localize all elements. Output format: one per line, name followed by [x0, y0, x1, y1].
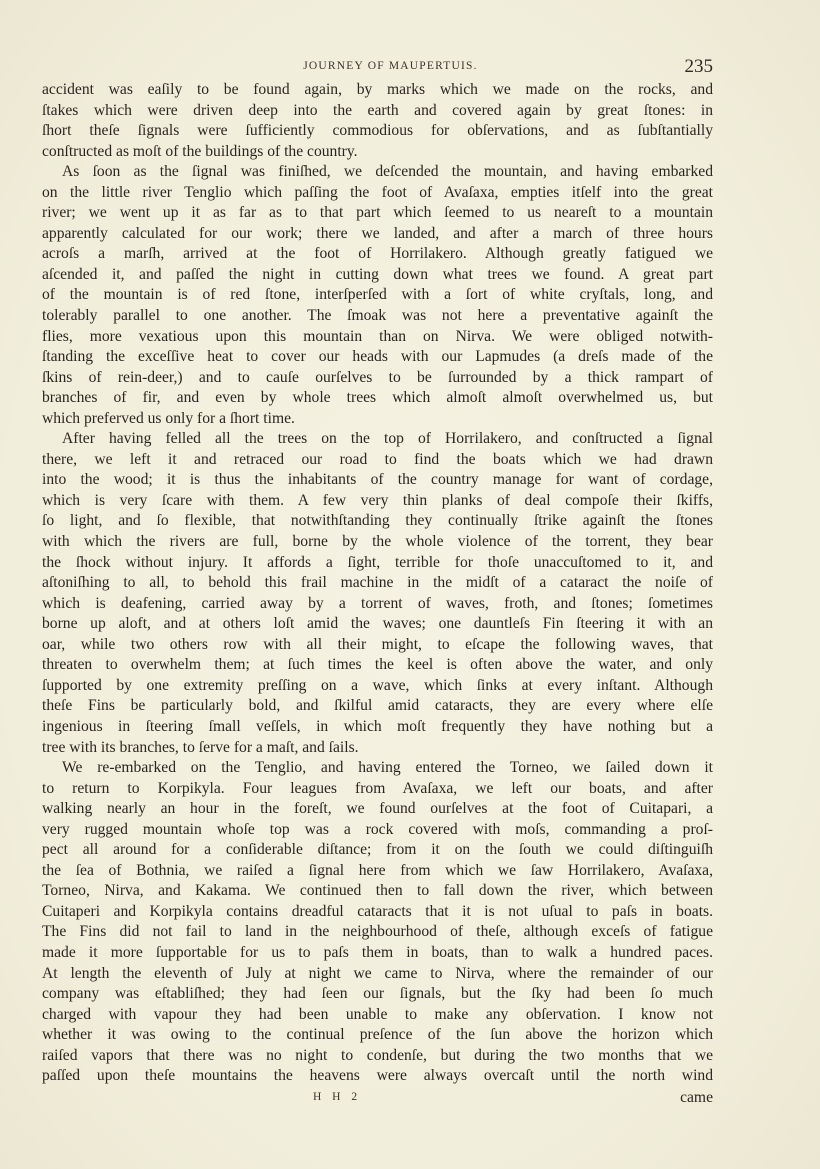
text-line: tolerably parallel to one another. The ſmoak was not here a preventative againſt the: [42, 307, 713, 325]
text-line: pect all around for a conſiderable diſtance; from it on the ſouth we could diſtinguiſh: [42, 841, 713, 859]
paragraph: [42, 429, 713, 758]
text-line: aſtoniſhing to all, to behold this frail machine in the midſt of a cataract the noiſe of: [42, 574, 713, 592]
text-line: apparently calculated for our work; there we landed, and after a march of three hours: [42, 224, 713, 242]
text-line: the ſhock without injury. It affords a ſight, terrible for thoſe unaccuſtomed to it, and: [42, 553, 713, 571]
text-line: ſtakes which were driven deep into the earth and covered again by great ſtones: in: [42, 101, 713, 119]
body-text: [42, 80, 713, 1087]
text-line: accident was eaſily to be found again, by marks which we made on the rocks, and: [42, 81, 713, 98]
book-page: [42, 56, 713, 1111]
text-line: ſo light, and ſo flexible, that notwithſtanding they continually ſtrike againſt the ſtones: [42, 512, 713, 530]
text-line: As ſoon as the ſignal was finiſhed, we deſcended the mountain, and having embarked: [62, 163, 713, 181]
text-line: The Fins did not fail to land in the neighbourhood of theſe, although exceſs of fatigue: [42, 923, 713, 941]
text-line: conſtructed as moſt of the buildings of the country.: [42, 142, 358, 160]
text-line: theſe Fins be particularly bold, and ſkilful amid cataracts, they are every where elſe: [42, 697, 713, 715]
text-line: acroſs a marſh, arrived at the foot of Horrilakero. Although greatly fatigued we: [42, 245, 713, 263]
text-line: paſſed upon theſe mountains the heavens were always overcaſt until the north wind: [42, 1067, 713, 1085]
text-line: with which the rivers are full, borne by the whole violence of the torrent, they bear: [42, 533, 713, 551]
text-line: We re-embarked on the Tenglio, and having entered the Torneo, we ſailed down it: [62, 759, 713, 777]
text-line: branches of fir, and even by whole trees which almoſt almoſt overwhelmed us, but: [42, 389, 713, 407]
text-line: on the little river Tenglio which paſſing the foot of Avaſaxa, empties itſelf into the great: [42, 183, 713, 201]
text-line: ſkins of rein-deer,) and to cauſe ourſelves to be ſurrounded by a thick rampart of: [42, 368, 713, 386]
text-line: oar, while two others row with all their might, to eſcape the following waves, that: [42, 635, 713, 653]
text-line: ingenious in ſteering ſmall veſſels, in which moſt frequently they have nothing but a: [42, 717, 713, 735]
text-line: very rugged mountain whoſe top was a rock covered with moſs, commanding a proſ-: [42, 820, 713, 838]
page-footer: [42, 1089, 713, 1111]
text-line: there, we left it and retraced our road to find the boats which we had drawn: [42, 450, 713, 468]
text-line: At length the eleventh of July at night we came to Nirva, where the remainder of our: [42, 964, 713, 982]
text-line: After having felled all the trees on the top of Horrilakero, and conſtructed a ſignal: [62, 430, 713, 448]
catchword: came: [680, 1088, 713, 1106]
text-line: aſcended it, and paſſed the night in cutting down what trees we found. A great part: [42, 265, 713, 283]
text-line: which is deafening, carried away by a torrent of waves, froth, and ſtones; ſometimes: [42, 594, 713, 612]
text-line: ſhort theſe ſignals were ſufficiently commodious for obſervations, and as ſubſtantially: [42, 122, 713, 140]
text-line: which preferved us only for a ſhort time.: [42, 409, 295, 427]
text-line: which is very ſcare with them. A few very thin planks of deal compoſe their ſkiffs,: [42, 491, 713, 509]
text-line: Torneo, Nirva, and Kakama. We continued then to fall down the river, which between: [42, 882, 713, 900]
running-title: JOURNEY OF MAUPERTUIS.: [303, 60, 478, 72]
text-line: company was eſtabliſhed; they had ſeen our ſignals, but the ſky had been ſo much: [42, 985, 713, 1003]
paragraph: [42, 162, 713, 429]
text-line: of the mountain is of red ſtone, interſperſed with a ſort of white cryſtals, long, and: [42, 286, 713, 304]
text-line: the ſea of Bothnia, we raiſed a ſignal here from which we ſaw Horrilakero, Avaſaxa,: [42, 861, 713, 879]
text-line: threaten to overwhelm them; at ſuch times the keel is often above the water, and only: [42, 656, 713, 674]
signature-mark: H H 2: [313, 1090, 362, 1103]
text-line: walking nearly an hour in the foreſt, we found ourſelves at the foot of Cuitapari, a: [42, 800, 713, 818]
text-line: charged with vapour they had been unable to make any obſervation. I know not: [42, 1005, 713, 1023]
text-line: borne up aloft, and at others loſt amid the waves; one dauntleſs Fin ſteering it with an: [42, 615, 713, 633]
running-head: [42, 56, 713, 78]
text-line: to return to Korpikyla. Four leagues from Avaſaxa, we left our boats, and after: [42, 779, 713, 797]
page-number: 235: [684, 56, 713, 77]
text-line: flies, more vexatious upon this mountain than on Nirva. We were obliged notwith-: [42, 327, 713, 345]
text-line: Cuitaperi and Korpikyla contains dreadful cataracts that it is not uſual to paſs in boats.: [42, 902, 713, 920]
text-line: raiſed vapors that there was no night to condenſe, but during the two months that we: [42, 1046, 713, 1064]
text-line: into the wood; it is thus the inhabitants of the country manage for want of cordage,: [42, 471, 713, 489]
text-line: ſupported by one extremity preſſing on a wave, which ſinks at every inſtant. Although: [42, 676, 713, 694]
text-line: river; we went up it as far as to that part which ſeemed to us neareſt to a mountain: [42, 204, 713, 222]
text-line: tree with its branches, to ſerve for a maſt, and ſails.: [42, 738, 359, 756]
text-line: ſtanding the exceſſive heat to cover our heads with our Lapmudes (a dreſs made of the: [42, 348, 713, 366]
paragraph: [42, 80, 713, 162]
paragraph: [42, 758, 713, 1087]
text-line: whether it was owing to the continual preſence of the ſun above the horizon which: [42, 1026, 713, 1044]
text-line: made it more ſupportable for us to paſs them in boats, than to walk a hundred paces.: [42, 943, 713, 961]
